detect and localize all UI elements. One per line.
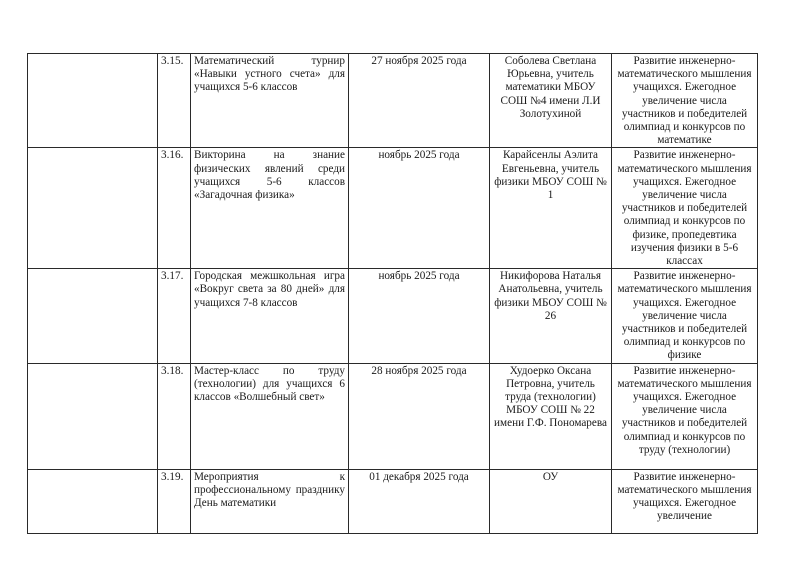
responsible-person: Худоерко Оксана Петровна, учитель труда (технологии) МБОУ СОШ № 22 имени Г.Ф. Пономарева [490,363,612,469]
item-number: 3.17. [158,269,191,363]
section-cell [28,469,158,533]
item-number: 3.19. [158,469,191,533]
section-cell [28,54,158,148]
section-cell [28,269,158,363]
responsible-person: ОУ [490,469,612,533]
item-number: 3.18. [158,363,191,469]
event-title: Мастер-класс по труду (технологии) для учащихся 6 классов «Волшебный свет» [191,363,349,469]
table-row [28,269,758,363]
event-date: 01 декабря 2025 года [349,469,490,533]
event-date: ноябрь 2025 года [349,148,490,269]
events-plan-table [27,53,758,534]
expected-result: Развитие инженерно-математического мышления учащихся. Ежегодное увеличение числа участников и победителей олимпиад и конкурсов по физике, пропедевтика изучения физики в 5-6 классах [612,148,758,269]
expected-result: Развитие инженерно-математического мышления учащихся. Ежегодное увеличение числа участников и победителей олимпиад и конкурсов по труду (технологии) [612,363,758,469]
event-date: 27 ноября 2025 года [349,54,490,148]
table-row [28,469,758,533]
event-date: ноябрь 2025 года [349,269,490,363]
table-row [28,148,758,269]
event-title: Викторина на знание физических явлений среди учащихся 5-6 классов «Загадочная физика» [191,148,349,269]
section-cell [28,148,158,269]
item-number: 3.15. [158,54,191,148]
event-title: Городская межшкольная игра «Вокруг света за 80 дней» для учащихся 7-8 классов [191,269,349,363]
responsible-person: Никифорова Наталья Анатольевна, учитель физики МБОУ СОШ № 26 [490,269,612,363]
item-number: 3.16. [158,148,191,269]
expected-result: Развитие инженерно-математического мышления учащихся. Ежегодное увеличение числа участников и победителей олимпиад и конкурсов по математике [612,54,758,148]
section-cell [28,363,158,469]
expected-result: Развитие инженерно-математического мышления учащихся. Ежегодное увеличение [612,469,758,533]
expected-result: Развитие инженерно-математического мышления учащихся. Ежегодное увеличение числа участников и победителей олимпиад и конкурсов по физике [612,269,758,363]
event-title: Мероприятия к профессиональному празднику День математики [191,469,349,533]
responsible-person: Соболева Светлана Юрьевна, учитель математики МБОУ СОШ №4 имени Л.И Золотухиной [490,54,612,148]
table-row [28,363,758,469]
table-row [28,54,758,148]
responsible-person: Карайсенлы Аэлита Евгеньевна, учитель физики МБОУ СОШ № 1 [490,148,612,269]
event-title: Математический турнир «Навыки устного счета» для учащихся 5-6 классов [191,54,349,148]
event-date: 28 ноября 2025 года [349,363,490,469]
